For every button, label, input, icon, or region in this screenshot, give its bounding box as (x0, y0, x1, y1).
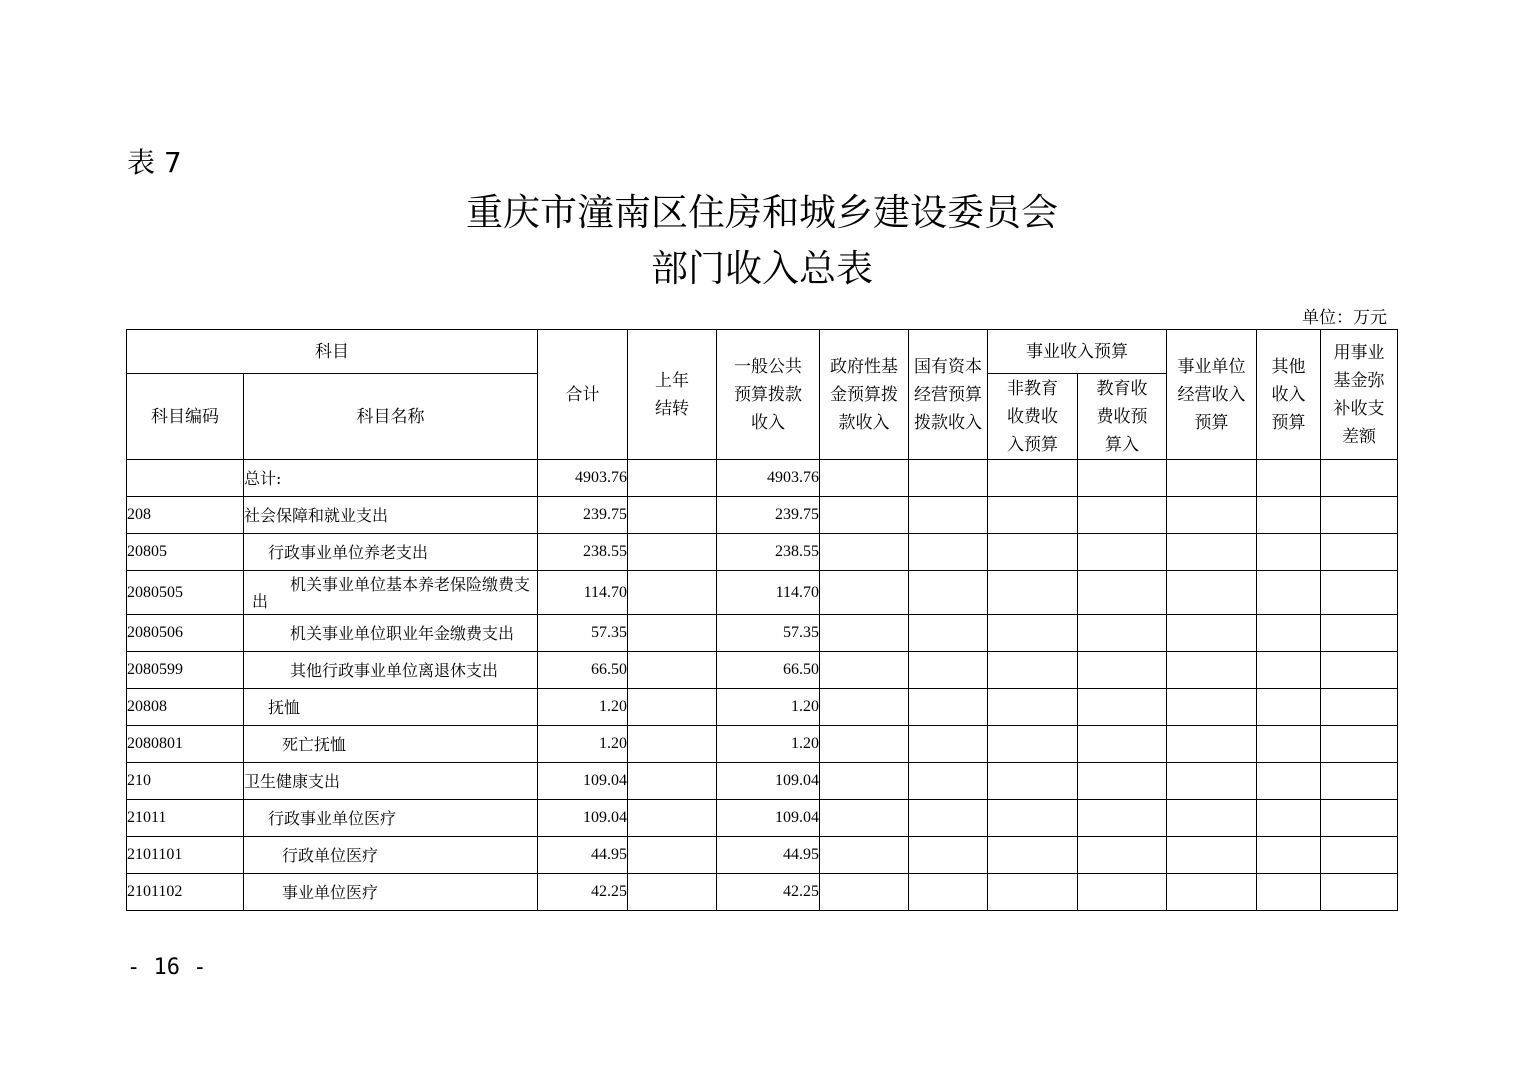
table-row (127, 874, 1398, 911)
row-name: 社会保障和就业支出 (244, 497, 538, 534)
row-general: 4903.76 (717, 460, 820, 497)
page-number: - 16 - (127, 955, 207, 980)
row-name: 死亡抚恤 (244, 726, 538, 763)
income-table (126, 329, 1398, 911)
row-code: 2101102 (127, 874, 244, 911)
header-total: 合计 (538, 330, 628, 460)
header-name: 科目名称 (244, 374, 538, 460)
header-general-budget: 一般公共预算拨款收入 (717, 330, 820, 460)
row-code: 21011 (127, 800, 244, 837)
row-general: 44.95 (717, 837, 820, 874)
table-row (127, 615, 1398, 652)
table-row (127, 497, 1398, 534)
header-unit-operation: 事业单位经营收入预算 (1167, 330, 1257, 460)
row-total: 109.04 (538, 763, 628, 800)
row-general: 57.35 (717, 615, 820, 652)
page-title: 重庆市潼南区住房和城乡建设委员会 (466, 191, 1058, 234)
row-general: 42.25 (717, 874, 820, 911)
row-total: 66.50 (538, 652, 628, 689)
row-total: 109.04 (538, 800, 628, 837)
row-name: 卫生健康支出 (244, 763, 538, 800)
header-other: 其他收入预算 (1257, 330, 1321, 460)
header-business-income: 事业收入预算 (988, 330, 1167, 374)
header-edu: 教育收费收预算入 (1078, 374, 1167, 460)
row-total: 1.20 (538, 689, 628, 726)
table-row (127, 837, 1398, 874)
row-name: 其他行政事业单位离退休支出 (244, 652, 538, 689)
unit-label: 单位：万元 (1302, 308, 1387, 328)
row-code: 2080801 (127, 726, 244, 763)
row-code (127, 460, 244, 497)
table-row (127, 534, 1398, 571)
row-total: 4903.76 (538, 460, 628, 497)
row-general: 109.04 (717, 800, 820, 837)
row-name: 总计: (244, 460, 538, 497)
row-general: 109.04 (717, 763, 820, 800)
row-code: 2080599 (127, 652, 244, 689)
header-fund-balance: 用事业基金弥补收支差额 (1321, 330, 1398, 460)
header-gov-fund: 政府性基金预算拨款收入 (820, 330, 909, 460)
row-total: 44.95 (538, 837, 628, 874)
row-name: 事业单位医疗 (244, 874, 538, 911)
header-non-edu: 非教育收费收入预算 (988, 374, 1078, 460)
row-total: 114.70 (538, 571, 628, 615)
table-row (127, 571, 1398, 615)
row-general: 114.70 (717, 571, 820, 615)
row-code: 208 (127, 497, 244, 534)
header-state-capital: 国有资本经营预算拨款收入 (909, 330, 988, 460)
table-row (127, 460, 1398, 497)
header-carryover: 上年结转 (628, 330, 717, 460)
table-row (127, 652, 1398, 689)
row-name: 机关事业单位职业年金缴费支出 (244, 615, 538, 652)
row-code: 20808 (127, 689, 244, 726)
row-general: 238.55 (717, 534, 820, 571)
row-total: 238.55 (538, 534, 628, 571)
row-total: 239.75 (538, 497, 628, 534)
row-total: 42.25 (538, 874, 628, 911)
row-name: 机关事业单位基本养老保险缴费支出 (244, 571, 538, 615)
row-code: 210 (127, 763, 244, 800)
header-code: 科目编码 (127, 374, 244, 460)
row-name: 行政事业单位医疗 (244, 800, 538, 837)
row-name: 抚恤 (244, 689, 538, 726)
row-general: 66.50 (717, 652, 820, 689)
row-code: 2101101 (127, 837, 244, 874)
table-row (127, 689, 1398, 726)
page-subtitle: 部门收入总表 (651, 247, 873, 290)
row-general: 239.75 (717, 497, 820, 534)
row-general: 1.20 (717, 726, 820, 763)
row-name: 行政单位医疗 (244, 837, 538, 874)
table-row (127, 726, 1398, 763)
table-row (127, 763, 1398, 800)
row-code: 20805 (127, 534, 244, 571)
row-name: 行政事业单位养老支出 (244, 534, 538, 571)
table-row (127, 800, 1398, 837)
row-code: 2080506 (127, 615, 244, 652)
row-code: 2080505 (127, 571, 244, 615)
row-general: 1.20 (717, 689, 820, 726)
row-total: 57.35 (538, 615, 628, 652)
row-total: 1.20 (538, 726, 628, 763)
header-subject: 科目 (127, 330, 538, 374)
table-label: 表 7 (127, 146, 182, 179)
